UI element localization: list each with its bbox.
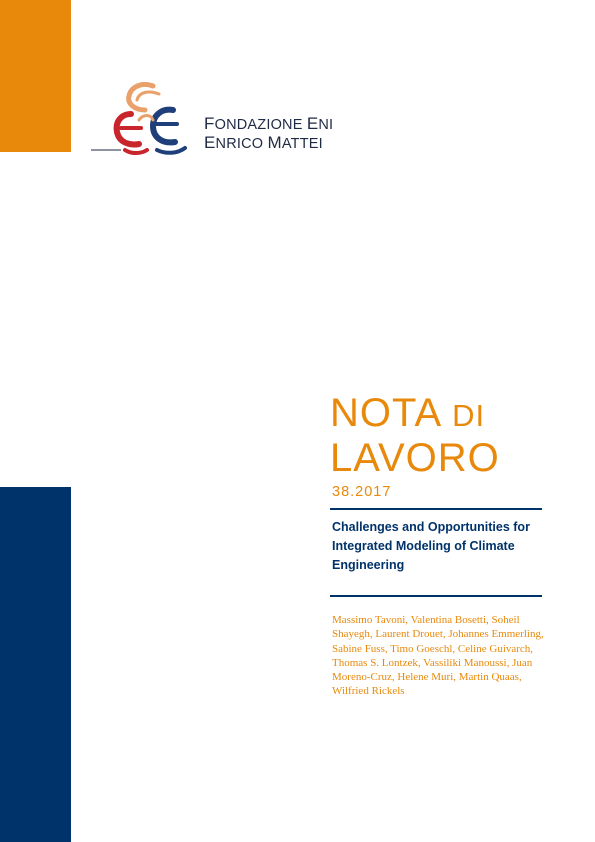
logo-line-1: FONDAZIONE ENI <box>204 114 334 133</box>
divider-bottom <box>330 595 542 597</box>
navy-side-bar <box>0 487 71 842</box>
divider-top <box>330 508 542 510</box>
series-title <box>330 392 500 480</box>
feem-logo <box>91 80 335 166</box>
series-title-lavoro: LAVORO <box>330 436 500 480</box>
logo-wordmark <box>204 115 333 153</box>
series-number: 38.2017 <box>332 484 392 500</box>
series-title-di: DI <box>452 398 486 433</box>
author-list: Massimo Tavoni, Valentina Bosetti, Soheil Shayegh, Laurent Drouet, Johannes Emmerling, Sabine Fuss, Timo Goeschl, Celine Guivarch, Thomas S. Lontzek, Vassiliki Manoussi, Juan Moreno-Cruz, Helene Muri, Martin Quaas, Wilfried Rickels <box>332 614 544 698</box>
series-title-nota: NOTA <box>330 391 440 435</box>
feem-logo-mark-icon <box>91 80 211 166</box>
orange-side-bar <box>0 0 71 152</box>
logo-line-2: ENRICO MATTEI <box>204 133 323 152</box>
paper-title: Challenges and Opportunities for Integrated Modeling of Climate Engineering <box>332 520 530 572</box>
